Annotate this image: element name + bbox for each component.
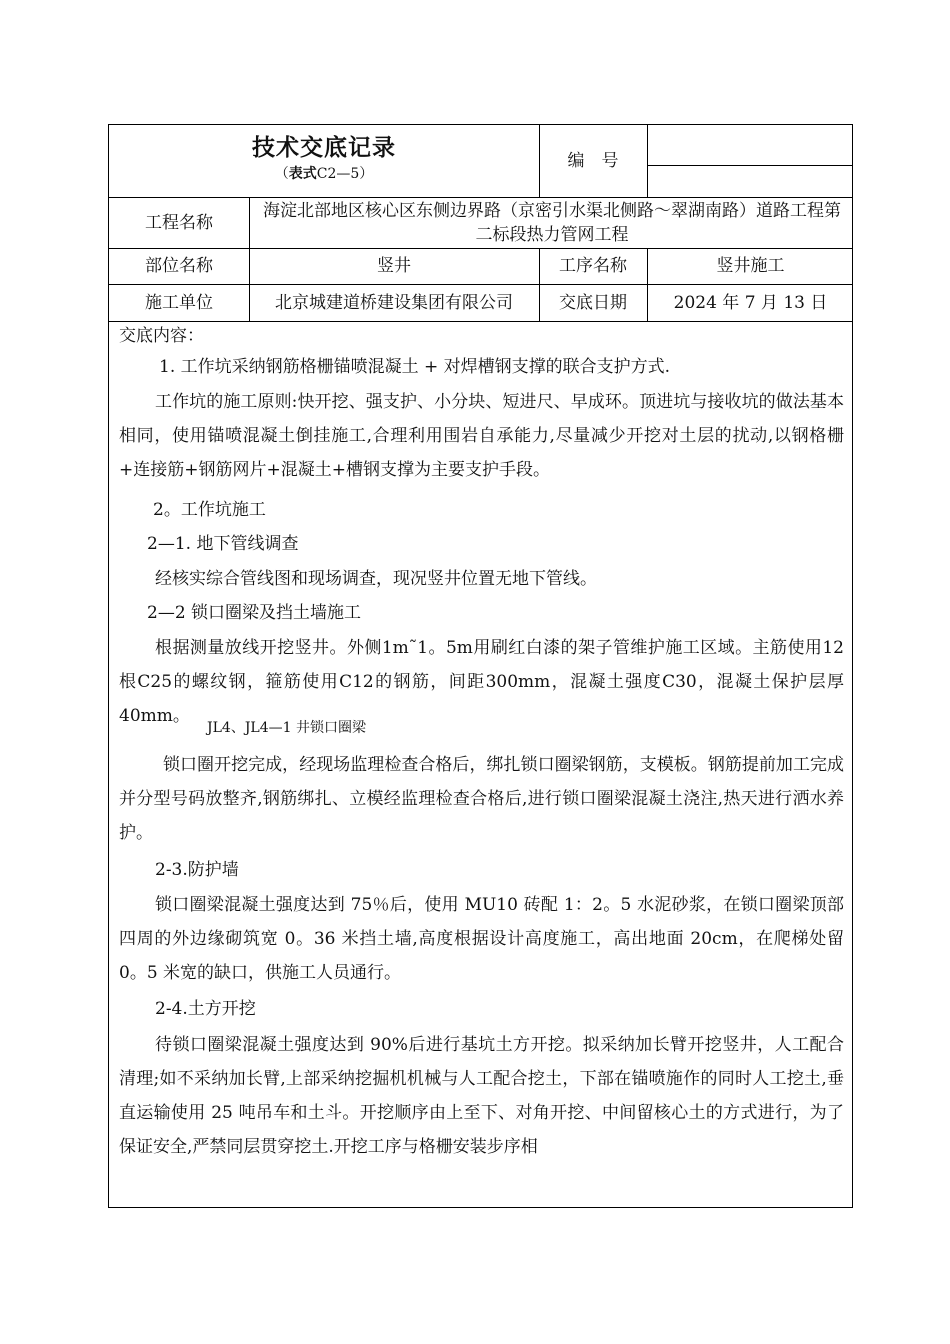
paragraph-1: 1. 工作坑采纳钢筋格栅锚喷混凝土 + 对焊槽钢支撑的联合支护方式.	[159, 357, 671, 377]
row-divider-4	[109, 321, 852, 322]
part-name-value: 竖井	[377, 256, 411, 276]
paragraph-7: 根据测量放线开挖竖井。外侧1m˜1。5m用刷红白漆的架子管维护施工区域。主筋使用12根C25的螺纹钢，箍筋使用C12的钢筋，间距300mm，混凝土强度C30，混凝土保护层厚40mm。	[119, 638, 844, 726]
contractor-value: 北京城建道桥建设集团有限公司	[275, 292, 513, 313]
contractor-label: 施工单位	[145, 292, 213, 313]
paragraph-2: 工作坑的施工原则:快开挖、强支护、小分块、短进尺、早成环。顶进坑与接收坑的做法基本相同，使用锚喷混凝土倒挂施工,合理利用围岩自承能力,尽量减少开挖对土层的扰动,以钢格栅+连接筋+钢筋网片+混凝土+槽钢支撑为主要支护手段。	[119, 392, 844, 480]
date-value: 2024 年 7 月 13 日	[673, 292, 828, 313]
paragraph-4: 2—1. 地下管线调查	[147, 534, 299, 554]
paragraph-6: 2—2 锁口圈梁及挡土墙施工	[147, 603, 362, 623]
paragraph-13: 待锁口圈梁混凝土强度达到 90%后进行基坑土方开挖。拟采纳加长臂开挖竖井，人工配合清理;如不采纳加长臂,上部采纳挖掘机机械与人工配合挖土，下部在锚喷施作的同时人工挖土,垂直运输使用 25 吨吊车和土斗。开挖顺序由上至下、对角开挖、中间留核心土的方式进行，为了保证安全,严禁同层贯穿挖土.开挖工序与格栅安装步序相	[119, 1035, 844, 1157]
technical-disclosure-form	[108, 124, 853, 1208]
number-value	[647, 125, 854, 165]
title-cell	[109, 125, 539, 197]
paragraph-8: JL4、JL4—1 井锁口圈梁	[207, 720, 366, 736]
part-name-label: 部位名称	[145, 256, 213, 276]
process-name-label: 工序名称	[559, 256, 627, 276]
paragraph-5: 经核实综合管线图和现场调查，现况竖井位置无地下管线。	[155, 569, 597, 589]
number-label: 编 号	[567, 151, 619, 171]
paragraph-3: 2。工作坑施工	[153, 500, 266, 520]
paragraph-12: 2-4.土方开挖	[155, 999, 256, 1019]
project-name-value: 海淀北部地区核心区东侧边界路（京密引水渠北侧路～翠湖南路）道路工程第二标段热力管网工程	[263, 200, 841, 245]
process-name-value: 竖井施工	[716, 256, 785, 276]
date-label: 交底日期	[559, 292, 627, 313]
paragraph-10: 2-3.防护墙	[155, 860, 239, 880]
paragraph-9: 锁口圈开挖完成，经现场监理检查合格后，绑扎锁口圈梁钢筋，支模板。钢筋提前加工完成并分型号码放整齐,钢筋绑扎、立模经监理检查合格后,进行锁口圈梁混凝土浇注,热天进行洒水养护。	[119, 755, 844, 843]
project-name-label: 工程名称	[145, 212, 213, 233]
form-code: （表式C2—5）	[274, 166, 374, 182]
number-divider-line	[647, 165, 852, 166]
content-heading: 交底内容：	[119, 326, 204, 346]
paragraph-11: 锁口圈梁混凝土强度达到 75％后，使用 MU10 砖配 1：2。5 水泥砂浆，在锁口圈梁顶部四周的外边缘砌筑宽 0。36 米挡土墙,高度根据设计高度施工，高出地面 20cm，在爬梯处留 0。5 米宽的缺口，供施工人员通行。	[119, 895, 844, 983]
form-title: 技术交底记录	[252, 134, 396, 161]
